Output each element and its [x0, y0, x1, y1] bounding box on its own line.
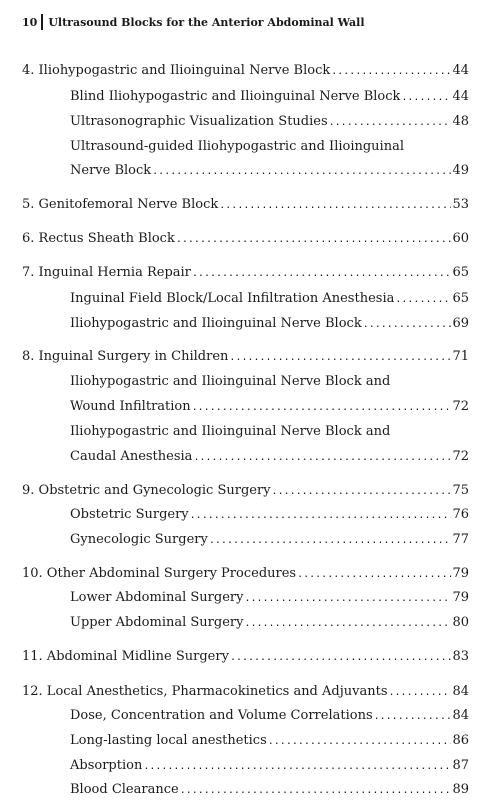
- toc-page-number: 83: [452, 649, 469, 664]
- toc-section-entry: [70, 589, 469, 607]
- toc-section-entry: [70, 707, 469, 725]
- toc-entry-title: Iliohypogastric and Ilioinguinal Nerve Block and: [70, 424, 391, 439]
- toc-entry-title: 4. Iliohypogastric and Ilioinguinal Nerve Block: [22, 63, 331, 78]
- toc-entry-title: Ultrasound-guided Iliohypogastric and Ilioinguinal: [70, 139, 404, 154]
- toc-entry-title: Blind Iliohypogastric and Ilioinguinal Nerve Block: [70, 89, 401, 104]
- toc-page-number: 80: [452, 615, 469, 630]
- toc-entry-title: Iliohypogastric and Ilioinguinal Nerve Block and: [70, 374, 391, 389]
- page-number: 10: [22, 15, 38, 29]
- toc-entry-title: Lower Abdominal Surgery: [70, 590, 244, 605]
- toc-entry-title: Absorption: [70, 758, 143, 773]
- toc-page-number: 48: [452, 114, 469, 129]
- toc-entry-title: Ultrasonographic Visualization Studies: [70, 114, 328, 129]
- toc-page-number: 53: [452, 197, 469, 212]
- toc-chapter-entry: [22, 648, 469, 666]
- dot-leader: [209, 532, 452, 549]
- dot-leader: [329, 114, 452, 131]
- toc-chapter-entry: [22, 683, 469, 701]
- toc-page-number: 44: [452, 89, 469, 104]
- running-header: [22, 14, 365, 30]
- toc-section-entry: [70, 290, 469, 308]
- toc-page-number: 49: [452, 163, 469, 178]
- dot-leader: [176, 231, 452, 248]
- toc-page-number: 86: [452, 733, 469, 748]
- toc-entry-title: Obstetric Surgery: [70, 507, 189, 522]
- toc-entry-title: 12. Local Anesthetics, Pharmacokinetics and Adjuvants: [22, 684, 388, 699]
- dot-leader: [219, 197, 451, 214]
- toc-entry-title: Wound Infiltration: [70, 399, 191, 414]
- toc-page-number: 79: [452, 590, 469, 605]
- header-divider: [41, 14, 43, 30]
- toc-entry-title: Inguinal Field Block/Local Infiltration Anesthesia: [70, 291, 395, 306]
- dot-leader: [193, 449, 451, 466]
- toc-page-number: 72: [452, 449, 469, 464]
- toc-entry-title: 5. Genitofemoral Nerve Block: [22, 197, 219, 212]
- toc-page-number: 84: [452, 684, 469, 699]
- toc-entry-title: Dose, Concentration and Volume Correlations: [70, 708, 373, 723]
- toc-page-number: 84: [452, 708, 469, 723]
- dot-leader: [395, 291, 451, 308]
- dot-leader: [374, 708, 452, 725]
- dot-leader: [268, 733, 452, 750]
- dot-leader: [297, 566, 451, 583]
- toc-entry-title: Upper Abdominal Surgery: [70, 615, 244, 630]
- toc-section-entry: [70, 531, 469, 549]
- toc-chapter-entry: [22, 482, 469, 500]
- toc-section-entry: [70, 614, 469, 632]
- dot-leader: [152, 163, 451, 180]
- dot-leader: [389, 684, 452, 701]
- toc-page-number: 79: [452, 566, 469, 581]
- toc-entry-title: Blood Clearance: [70, 782, 179, 797]
- toc-chapter-entry: [22, 230, 469, 248]
- toc-chapter-entry: [22, 348, 469, 366]
- dot-leader: [143, 758, 451, 775]
- toc-entry-title: 11. Abdominal Midline Surgery: [22, 649, 229, 664]
- dot-leader: [229, 349, 451, 366]
- toc-page-number: 69: [452, 316, 469, 331]
- toc-page-number: 75: [452, 483, 469, 498]
- toc-chapter-entry: [22, 565, 469, 583]
- toc-page-number: 60: [452, 231, 469, 246]
- toc-section-entry: [70, 138, 404, 155]
- toc-section-entry: [70, 162, 469, 180]
- toc-section-entry: [70, 398, 469, 416]
- toc-page-number: 76: [452, 507, 469, 522]
- toc-entry-title: 10. Other Abdominal Surgery Procedures: [22, 566, 297, 581]
- toc-page-number: 44: [452, 63, 469, 78]
- toc-page-number: 89: [452, 782, 469, 797]
- toc-page-number: 65: [452, 265, 469, 280]
- dot-leader: [272, 483, 452, 500]
- toc-entry-title: Iliohypogastric and Ilioinguinal Nerve Block: [70, 316, 362, 331]
- toc-section-entry: [70, 448, 469, 466]
- toc-page-number: 72: [452, 399, 469, 414]
- dot-leader: [363, 316, 452, 333]
- toc-section-entry: [70, 506, 469, 524]
- toc-page-number: 87: [452, 758, 469, 773]
- toc-section-entry: [70, 781, 469, 799]
- toc-entry-title: 9. Obstetric and Gynecologic Surgery: [22, 483, 271, 498]
- dot-leader: [244, 615, 451, 632]
- dot-leader: [190, 507, 452, 524]
- toc-entry-title: Long-lasting local anesthetics: [70, 733, 267, 748]
- toc-section-entry: [70, 88, 469, 106]
- toc-section-entry: [70, 423, 390, 440]
- toc-chapter-entry: [22, 196, 469, 214]
- toc-section-entry: [70, 757, 469, 775]
- dot-leader: [180, 782, 452, 799]
- toc-page-number: 77: [452, 532, 469, 547]
- toc-section-entry: [70, 113, 469, 131]
- toc-chapter-entry: [22, 62, 469, 80]
- running-title: Ultrasound Blocks for the Anterior Abdominal Wall: [48, 15, 365, 29]
- toc-section-entry: [70, 732, 469, 750]
- dot-leader: [331, 63, 451, 80]
- toc-entry-title: Gynecologic Surgery: [70, 532, 208, 547]
- toc-section-entry: [70, 315, 469, 333]
- toc-entry-title: Caudal Anesthesia: [70, 449, 193, 464]
- toc-page-number: 65: [452, 291, 469, 306]
- toc-entry-title: 7. Inguinal Hernia Repair: [22, 265, 191, 280]
- dot-leader: [230, 649, 452, 666]
- toc-chapter-entry: [22, 264, 469, 282]
- dot-leader: [401, 89, 451, 106]
- toc-entry-title: 6. Rectus Sheath Block: [22, 231, 175, 246]
- toc-section-entry: [70, 373, 390, 390]
- toc-entry-title: 8. Inguinal Surgery in Children: [22, 349, 229, 364]
- toc-page-number: 71: [452, 349, 469, 364]
- toc-entry-title: Nerve Block: [70, 163, 152, 178]
- dot-leader: [192, 399, 452, 416]
- dot-leader: [244, 590, 451, 607]
- dot-leader: [192, 265, 452, 282]
